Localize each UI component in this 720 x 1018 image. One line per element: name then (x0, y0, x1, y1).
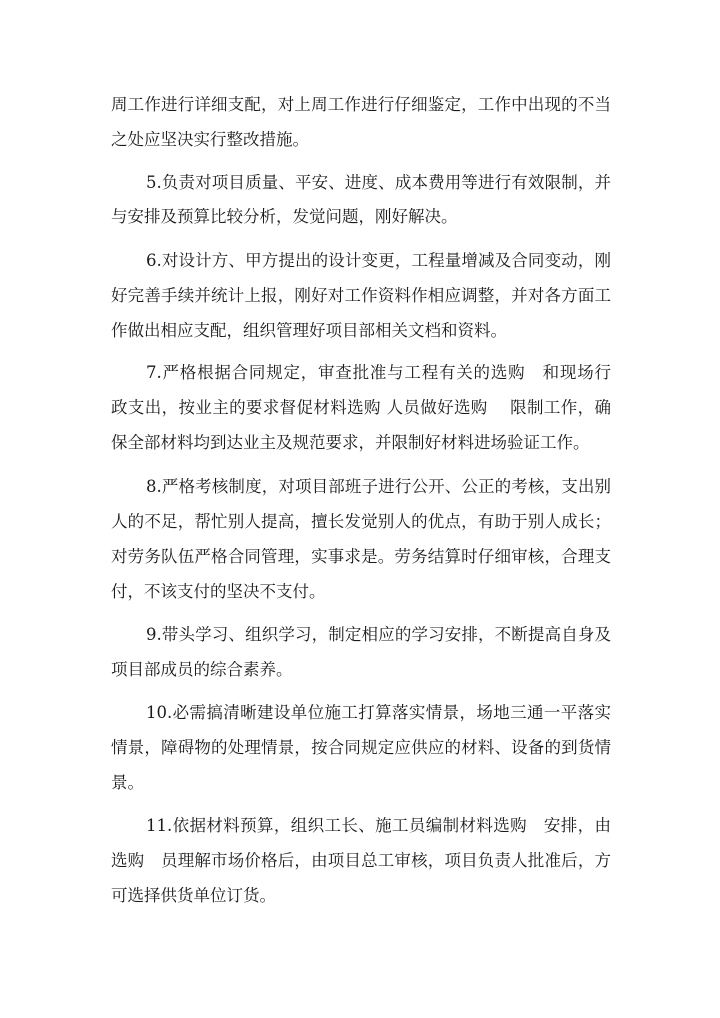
text-line: 景。 (111, 773, 144, 792)
text-line: 政支出，按业主的要求督促材料选购 人员做好选购 限制工作，确 (111, 398, 611, 417)
list-item-5-line: 5.负责对项目质量、平安、进度、成本费用等进行有效限制，并 (146, 173, 611, 192)
text-line: 之处应坚决实行整改措施。 (111, 130, 309, 149)
text-line: 付，不该支付的坚决不支付。 (111, 582, 326, 601)
list-item-7-line: 7.严格根据合同规定，审查批准与工程有关的选购 和现场行 (146, 363, 611, 382)
text-line: 与安排及预算比较分析，发觉问题，刚好解决。 (111, 207, 458, 226)
text-line: 保全部材料均到达业主及规范要求，并限制好材料进场验证工作。 (111, 433, 590, 452)
text-line: 作做出相应支配，组织管理好项目部相关文档和资料。 (111, 321, 507, 340)
list-item-10-line: 10.必需搞清晰建设单位施工打算落实情景，场地三通一平落实 (146, 703, 611, 722)
text-line: 选购 员理解市场价格后，由项目总工审核，项目负责人批准后，方 (111, 851, 611, 870)
list-item-11-line: 11.依据材料预算，组织工长、施工员编制材料选购 安排，由 (146, 816, 611, 835)
text-line: 好完善手续并统计上报，刚好对工作资料作相应调整，并对各方面工 (111, 286, 611, 305)
list-item-6-line: 6.对设计方、甲方提出的设计变更，工程量增减及合同变动，刚 (146, 251, 611, 270)
text-line: 可选择供货单位订货。 (111, 886, 276, 905)
text-line: 项目部成员的综合素养。 (111, 660, 293, 679)
list-item-8-line: 8.严格考核制度，对项目部班子进行公开、公正的考核，支出别 (146, 477, 611, 496)
text-line: 对劳务队伍严格合同管理，实事求是。劳务结算时仔细审核，合理支 (111, 547, 611, 566)
text-line: 情景，障碍物的处理情景，按合同规定应供应的材料、设备的到货情 (111, 738, 611, 757)
text-line: 周工作进行详细支配，对上周工作进行仔细鉴定，工作中出现的不当 (111, 95, 611, 114)
text-line: 人的不足，帮忙别人提高，擅长发觉别人的优点，有助于别人成长； (111, 512, 611, 531)
list-item-9-line: 9.带头学习、组织学习，制定相应的学习安排，不断提高自身及 (146, 625, 611, 644)
